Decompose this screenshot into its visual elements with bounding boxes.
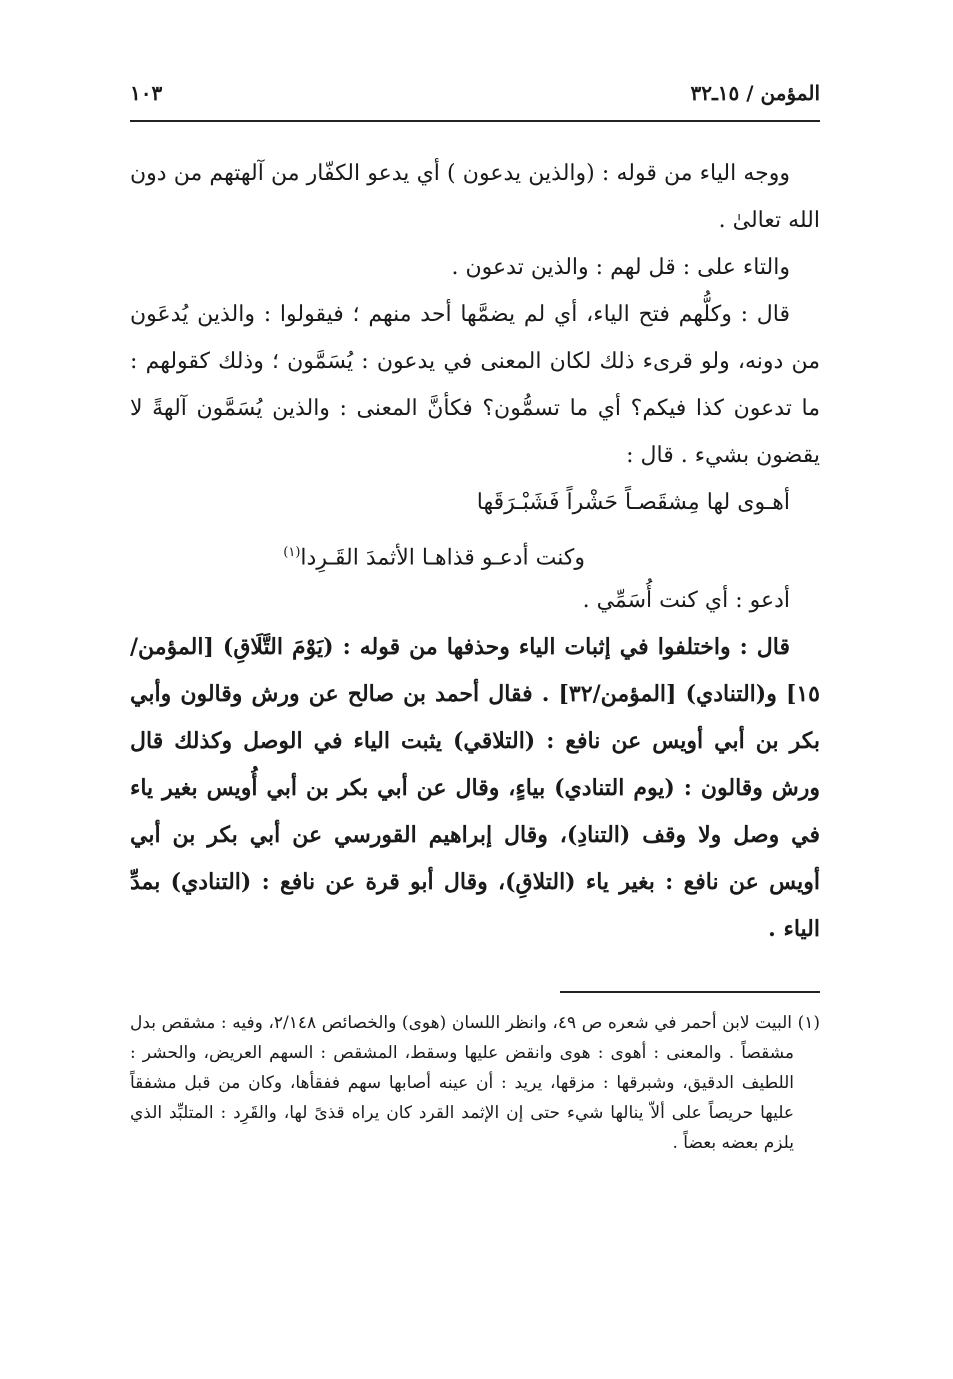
running-head: المؤمن / ١٥ـ٣٢ <box>690 81 820 105</box>
paragraph-2: والتاء على : قل لهم : والذين تدعون . <box>451 255 790 280</box>
paragraph-4: أدعو : أي كنت أُسَمِّي . <box>582 588 790 613</box>
verse-line-2 <box>130 529 820 577</box>
verse-line-1: أهـوى لها مِشقَصـاً حَشْراً فَشَبْـرَقَها <box>476 490 790 515</box>
paragraph-1: ووجه الياء من قوله : (والذين يدعون ) أي يدعو الكفّار من آلهتهم من دون الله تعالىٰ . <box>130 161 820 233</box>
main-text <box>130 150 820 953</box>
paragraph-5: قال : واختلفوا في إثبات الياء وحذفها من قوله : (يَوْمَ التَّلَاقِ) [المؤمن/١٥] و(التنادي) [المؤمن/٣٢] . فقال أحمد بن صالح عن ورش وقالون وأبي بكر بن أبي أويس عن نافع : (التلاقي) يثبت الياء في الوصل وكذلك قال ورش وقالون : (يوم التنادي) بياءٍ، وقال عن أبي بكر بن أبي أُويس بغير ياء في وصل ولا وقف (التنادِ)، وقال إبراهيم القورسي عن أبي بكر بن أبي أويس عن نافع : بغير ياء (التلاقِ)، وقال أبو قرة عن نافع : (التنادي) بمدِّ الياء . <box>130 634 820 942</box>
page-number: ١٠٣ <box>130 81 163 105</box>
verse-line-2-text: وكنت أدعـو قذاهـا الأثمدَ القَـرِدا <box>300 545 585 571</box>
page-header <box>130 78 820 118</box>
footnote-rule <box>560 991 820 993</box>
footnote-marker: (١) <box>283 545 301 560</box>
footnotes <box>130 1008 820 1158</box>
footnote-1: (١) البيت لابن أحمر في شعره ص ٤٩، وانظر اللسان (هوى) والخصائص ٢/١٤٨، وفيه : مشقص بدل مشقصاً . والمعنى : أهوى : هوى وانقض عليها وسقط، المشقص : السهم العريض، والحشر : اللطيف الدقيق، وشبرقها : مزقها، يريد : أن عينه أصابها سهم ففقأها، وكان من قبل مشفقاً عليها حريصاً على ألاّ ينالها شيء حتى إن الإثمد القرد كان يراه قذىً لها، والقَرِد : المتلبِّد الذي يلزم بعضه بعضاً . <box>130 1013 821 1153</box>
header-rule <box>130 120 820 122</box>
paragraph-3: قال : وكلُّهم فتح الياء، أي لم يضمَّها أحد منهم ؛ فيقولوا : والذين يُدعَون من دونه، ولو قرىء ذلك لكان المعنى في يدعون : يُسَمَّون ؛ وذلك كقولهم : ما تدعون كذا فيكم؟ أي ما تسمُّون؟ فكأنَّ المعنى : والذين يُسَمَّون آلهةً لا يقضون بشيء . قال : <box>130 302 820 468</box>
